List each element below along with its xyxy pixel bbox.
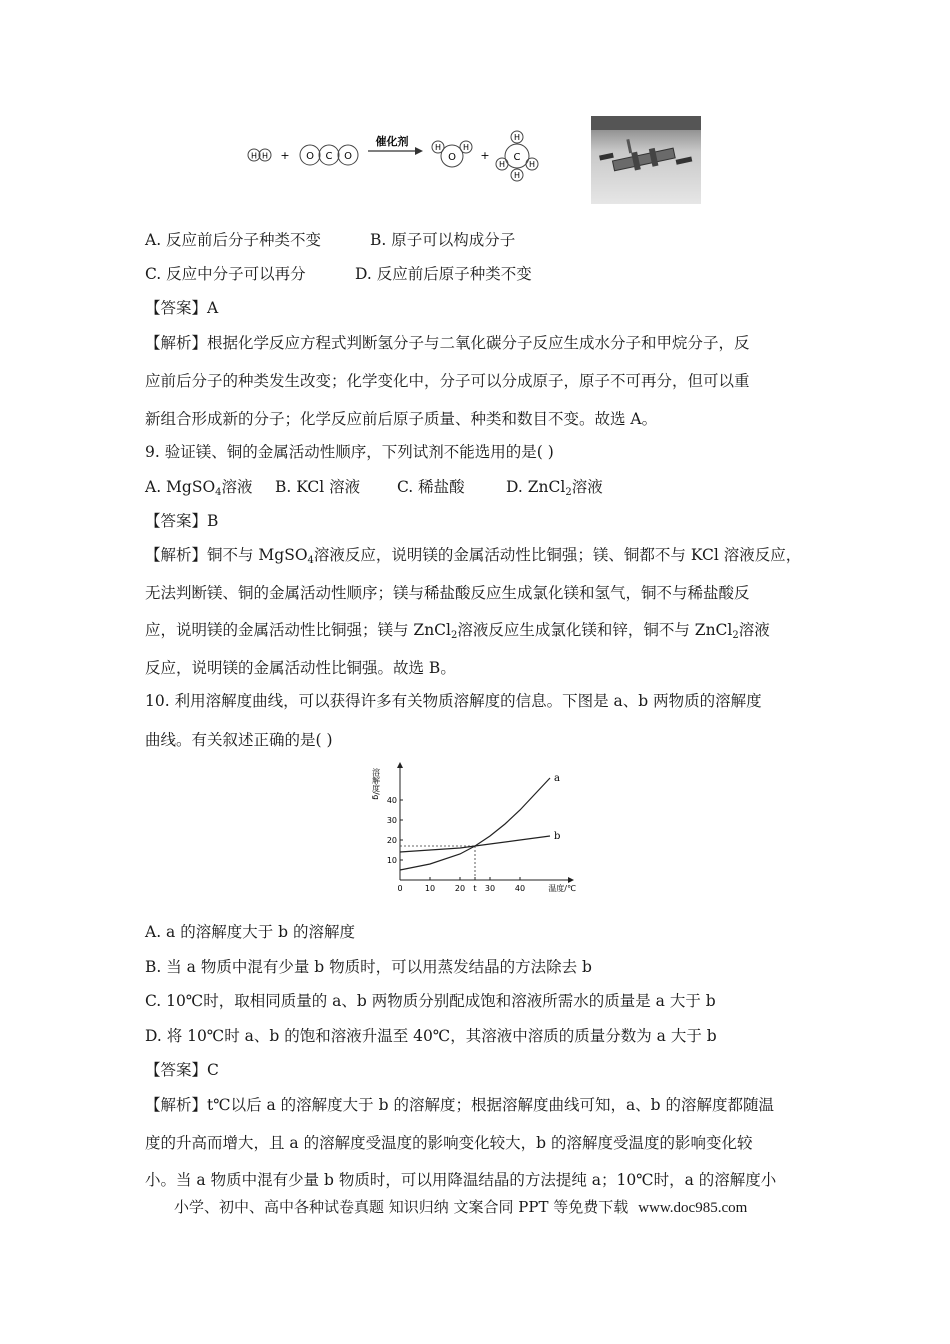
x-tick-label: 20 xyxy=(454,884,466,893)
x-tick-label: 30 xyxy=(484,884,496,893)
methane-molecule xyxy=(496,131,538,181)
q9-analysis-line-2: 无法判断镁、铜的金属活动性顺序；镁与稀盐酸反应生成氯化镁和氢气，铜不与稀盐酸反 xyxy=(145,584,750,602)
q10-answer: 【答案】C xyxy=(145,1061,219,1079)
series-label-a: a xyxy=(554,773,560,784)
reaction-diagram xyxy=(240,120,560,190)
svg-text:C: C xyxy=(513,152,521,163)
svg-text:H: H xyxy=(462,143,470,152)
q9-answer: 【答案】B xyxy=(145,512,219,530)
svg-text:H: H xyxy=(261,151,269,161)
y-tick-label: 20 xyxy=(386,836,397,845)
y-tick-label: 40 xyxy=(386,796,397,805)
series-label-b: b xyxy=(554,831,561,842)
x-tick-label: 40 xyxy=(514,884,526,893)
svg-text:催化剂: 催化剂 xyxy=(375,135,409,148)
y-tick-label: 10 xyxy=(386,856,397,865)
q9-option-c: C. 稀盐酸 xyxy=(397,478,465,496)
svg-text:H: H xyxy=(434,143,442,152)
q9-question: 9. 验证镁、铜的金属活动性顺序，下列试剂不能选用的是( ) xyxy=(145,443,554,461)
footer-url[interactable]: www.doc985.com xyxy=(638,1200,748,1216)
q10-analysis-line-3: 小。当 a 物质中混有少量 b 物质时，可以用降温结晶的方法提纯 a；10℃时，a 的溶解度小 xyxy=(145,1171,777,1189)
svg-text:H: H xyxy=(250,151,258,161)
q10-question-line-2: 曲线。有关叙述正确的是( ) xyxy=(145,731,333,749)
q8-option-b: B. 原子可以构成分子 xyxy=(370,231,516,249)
q10-analysis-line-1: 【解析】t℃以后 a 的溶解度大于 b 的溶解度；根据溶解度曲线可知，a、b 的溶解度都随温 xyxy=(145,1096,775,1114)
y-axis-label: 溶解度/g xyxy=(371,768,381,800)
q10-question-line-1: 10. 利用溶解度曲线，可以获得许多有关物质溶解度的信息。下图是 a、b 两物质的溶解度 xyxy=(145,692,762,710)
footer-text: 小学、初中、高中各种试卷真题 知识归纳 文案合同 PPT 等免费下载 xyxy=(174,1198,629,1216)
q10-option-c: C. 10℃时，取相同质量的 a、b 两物质分别配成饱和溶液所需水的质量是 a 大于 b xyxy=(145,992,716,1010)
q8-option-a: A. 反应前后分子种类不变 xyxy=(145,231,322,249)
svg-text:H: H xyxy=(528,160,536,169)
footer xyxy=(174,1196,747,1217)
space-station-photo xyxy=(591,116,701,204)
svg-text:C: C xyxy=(325,151,333,162)
reaction-arrow xyxy=(368,134,423,155)
x-axis-arrow xyxy=(568,877,574,883)
x-tick-label: 0 xyxy=(397,884,403,893)
svg-text:O: O xyxy=(306,151,314,162)
hydrogen-molecule xyxy=(248,149,271,161)
svg-text:H: H xyxy=(513,171,521,180)
q10-option-a: A. a 的溶解度大于 b 的溶解度 xyxy=(145,923,355,941)
q8-analysis-line-3: 新组合形成新的分子；化学反应前后原子质量、种类和数目不变。故选 A。 xyxy=(145,410,658,428)
solubility-chart xyxy=(371,760,576,900)
q8-analysis-line-2: 应前后分子的种类发生改变；化学变化中，分子可以分成原子，原子不可再分，但可以重 xyxy=(145,372,750,390)
series-line-b xyxy=(400,836,550,852)
q8-answer: 【答案】A xyxy=(145,299,219,317)
q8-option-d: D. 反应前后原子种类不变 xyxy=(355,265,532,283)
q8-analysis-line-1: 【解析】根据化学反应方程式判断氢分子与二氧化碳分子反应生成水分子和甲烷分子，反 xyxy=(145,334,750,352)
water-molecule xyxy=(432,141,472,167)
x-axis-label: 温度/℃ xyxy=(548,884,576,893)
x-tick-label: 10 xyxy=(424,884,436,893)
y-axis-arrow xyxy=(397,762,403,768)
series-line-a xyxy=(400,778,550,870)
q9-option-d: D. ZnCl$_2$溶液 xyxy=(506,478,603,498)
q8-option-c: C. 反应中分子可以再分 xyxy=(145,265,306,283)
carbon-dioxide-molecule xyxy=(300,145,358,165)
x-tick-label: t xyxy=(473,884,477,893)
q10-option-d: D. 将 10℃时 a、b 的饱和溶液升温至 40℃，其溶液中溶质的质量分数为 a 大于 b xyxy=(145,1027,717,1045)
q10-analysis-line-2: 度的升高而增大，且 a 的溶解度受温度的影响变化较大，b 的溶解度受温度的影响变化较 xyxy=(145,1134,753,1152)
q9-analysis-line-1: 【解析】铜不与 MgSO$_4$溶液反应，说明镁的金属活动性比铜强；镁、铜都不与 KCl 溶液反应， xyxy=(145,546,802,566)
svg-text:H: H xyxy=(513,133,521,142)
plus-sign-2: + xyxy=(480,149,490,162)
q10-option-b: B. 当 a 物质中混有少量 b 物质时，可以用蒸发结晶的方法除去 b xyxy=(145,958,592,976)
q9-analysis-line-4: 反应，说明镁的金属活动性比铜强。故选 B。 xyxy=(145,659,456,677)
svg-text:O: O xyxy=(344,151,352,162)
q9-option-b: B. KCl 溶液 xyxy=(275,478,361,496)
plus-sign-1: + xyxy=(280,149,290,162)
q9-option-a: A. MgSO$_4$溶液 xyxy=(145,478,253,498)
svg-text:H: H xyxy=(498,160,506,169)
q9-analysis-line-3: 应，说明镁的金属活动性比铜强；镁与 ZnCl$_2$溶液反应生成氯化镁和锌，铜不与 ZnCl$_2$溶液 xyxy=(145,621,770,641)
y-tick-label: 30 xyxy=(386,816,397,825)
svg-text:O: O xyxy=(448,152,456,163)
